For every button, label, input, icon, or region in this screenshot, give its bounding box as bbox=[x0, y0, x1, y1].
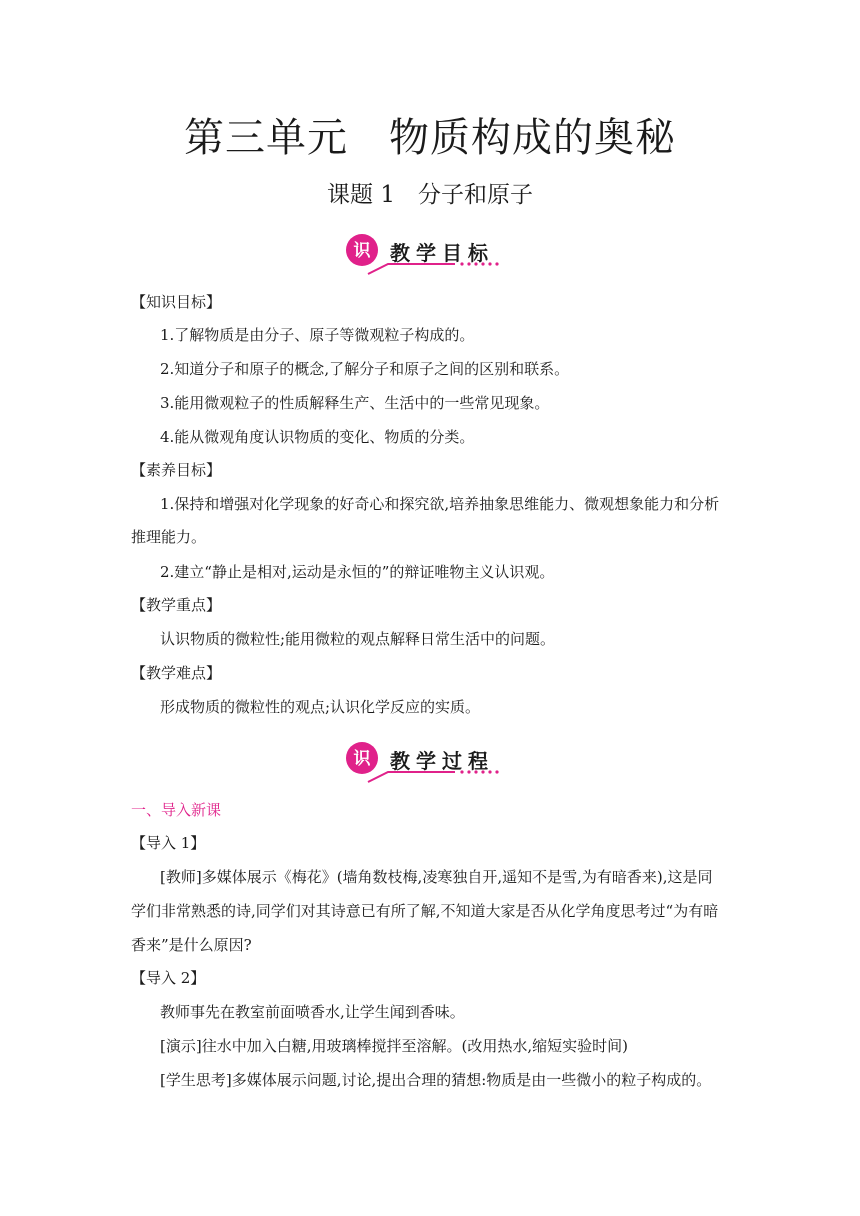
svg-text:识: 识 bbox=[353, 749, 371, 769]
literacy-goals-heading: 【素养目标】 bbox=[131, 461, 222, 479]
intro-1-heading: 【导入 1】 bbox=[131, 834, 206, 852]
banner-label: 教学目标 bbox=[390, 241, 494, 265]
intro-2-line-2: [演示]往水中加入白糖,用玻璃棒搅拌至溶解。(改用热水,缩短实验时间) bbox=[160, 1037, 628, 1055]
difficult-points-heading: 【教学难点】 bbox=[131, 664, 222, 682]
knowledge-goal-4: 4.能从微观角度认识物质的变化、物质的分类。 bbox=[160, 428, 475, 446]
difficult-points-text: 形成物质的微粒性的观点;认识化学反应的实质。 bbox=[160, 698, 481, 716]
unit-title: 第三单元 物质构成的奥秘 bbox=[184, 115, 676, 161]
teaching-process-banner bbox=[340, 740, 520, 792]
literacy-goal-1-line-1: 1.保持和增强对化学现象的好奇心和探究欲,培养抽象思维能力、微观想象能力和分析 bbox=[160, 495, 720, 513]
intro-1-line-1: [教师]多媒体展示《梅花》(墙角数枝梅,凌寒独自开,遥知不是雪,为有暗香来),这是同 bbox=[160, 868, 713, 886]
knowledge-goal-2: 2.知道分子和原子的概念,了解分子和原子之间的区别和联系。 bbox=[160, 360, 570, 378]
knowledge-goal-1: 1.了解物质是由分子、原子等微观粒子构成的。 bbox=[160, 326, 475, 344]
lesson-title: 课题 1 分子和原子 bbox=[327, 182, 533, 208]
literacy-goal-1-line-2: 推理能力。 bbox=[131, 528, 207, 546]
intro-1-line-2: 学们非常熟悉的诗,同学们对其诗意已有所了解,不知道大家是否从化学角度思考过“为有暗 bbox=[131, 902, 719, 920]
key-points-text: 认识物质的微粒性;能用微粒的观点解释日常生活中的问题。 bbox=[160, 630, 556, 648]
intro-2-line-3: [学生思考]多媒体展示问题,讨论,提出合理的猜想:物质是由一些微小的粒子构成的。 bbox=[160, 1071, 712, 1089]
key-points-heading: 【教学重点】 bbox=[131, 596, 222, 614]
literacy-goal-2: 2.建立“静止是相对,运动是永恒的”的辩证唯物主义认识观。 bbox=[160, 563, 555, 581]
svg-text:识: 识 bbox=[353, 241, 371, 261]
intro-2-line-1: 教师事先在教室前面喷香水,让学生闻到香味。 bbox=[160, 1003, 465, 1021]
knowledge-goal-3: 3.能用微观粒子的性质解释生产、生活中的一些常见现象。 bbox=[160, 394, 550, 412]
teaching-goals-banner bbox=[340, 232, 520, 284]
knowledge-goals-heading: 【知识目标】 bbox=[131, 293, 222, 311]
section-intro-heading: 一、导入新课 bbox=[131, 801, 222, 819]
intro-2-heading: 【导入 2】 bbox=[131, 969, 206, 987]
intro-1-line-3: 香来”是什么原因? bbox=[131, 936, 252, 954]
banner-label: 教学过程 bbox=[390, 749, 494, 773]
